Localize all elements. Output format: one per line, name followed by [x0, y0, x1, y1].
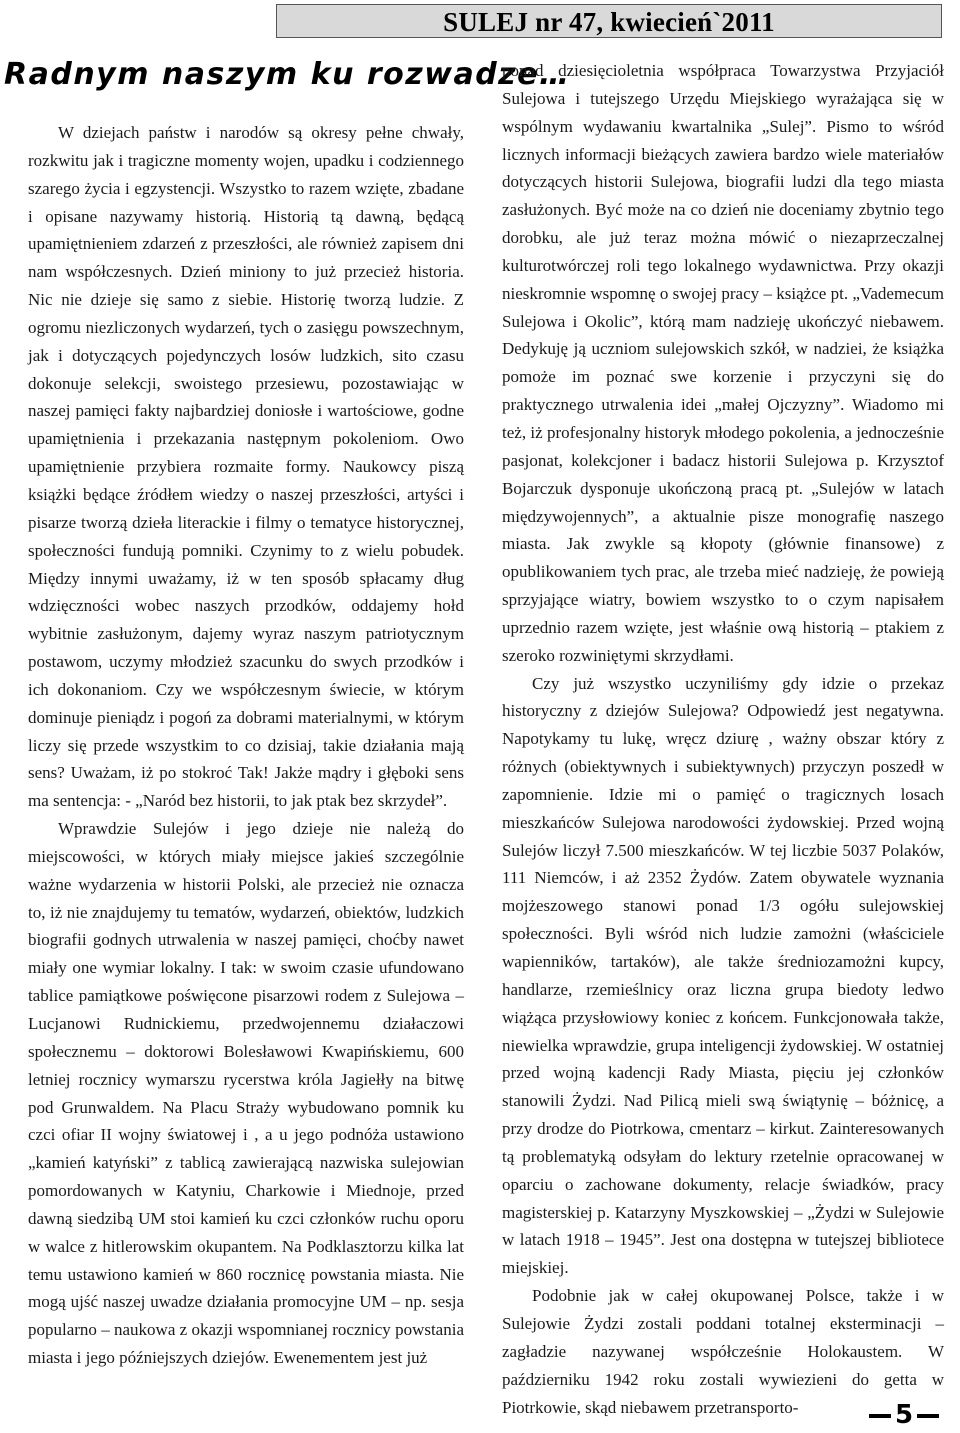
dash-decoration [917, 1414, 939, 1418]
article-heading: Radnym naszym ku rozwadze… [4, 57, 571, 92]
paragraph: ponad dziesięcioletnia współpraca Towarzystwa Przyjaciół Sulejowa i tutejszego Urzędu Miejskiego wyrażająca się w wspólnym wydawaniu kwartalnika „Sulej”. Pismo to wśród licznych informacji bieżących zawiera bardzo wiele materiałów dotyczących historii Sulejowa, biografii ludzi dla tego miasta zasłużonych. Być może na co dzień nie doceniamy zbytnio tego dorobku, ale już teraz można mówić o niezaprzeczalnej kulturotwórczej roli tego lokalnego wydawnictwa. Przy okazji nieskromnie wspomnę o swojej pracy – książce pt. „Vademecum Sulejowa i Okolic”, którą mam nadzieję ukończyć niebawem. Dedykuję ją uczniom sulejowskich szkół, w nadziei, że książka pomoże im poznać swe korzenie i przyczyni się do praktycznego utrwalenia idei „małej Ojczyzny”. Wiadomo mi też, iż profesjonalny historyk młodego pokolenia, a jednocześnie pasjonat, kolekcjoner i badacz historii Sulejowa p. Krzysztof Bojarczuk dysponuje ukończoną pracą pt. „Sulejów w latach międzywojennych”, a aktualnie pisze monografię naszego miasta. Jak zwykle są kłopoty (głównie finansowe) z opublikowaniem tych prac, ale trzeba mieć nadzieję, że powieją sprzyjające wiatry, bowiem wszystko to o czym napisałem uprzednio razem wzięte, jest właśnie ową historią – ptakiem z szeroko rozwiniętymi skrzydłami. [502, 61, 944, 665]
right-text-column [502, 57, 944, 1421]
dash-decoration [869, 1414, 891, 1418]
paragraph: Czy już wszystko uczyniliśmy gdy idzie o przekaz historyczny z dziejów Sulejowa? Odpowiedź jest negatywna. Napotykamy tu lukę, wręcz dziurę , ważny obszar który z różnych (obiektywnych i subiektywnych) przyczyn poszedł w zapomnienie. Idzie mi o pamięć o tragicznych losach mieszkańców Sulejowa narodowości żydowskiej. Przed wojną Sulejów liczył 7.500 mieszkańców. W tej liczbie 5037 Polaków, 111 Niemców, i aż 2352 Żydów. Zatem obywatele wyznania mojżeszowego stanowi ponad 1/3 ogółu sulejowskiej społeczności. Byli wśród nich ludzie zamożni (właściciele wapienników, tartaków), ale także średniozamożni kupcy, handlarze, rzemieślnicy oraz liczna grupa biedoty ledwo wiążąca przysłowiowy koniec z końcem. Funkcjonowała także, niewielka wprawdzie, grupa inteligencji żydowskiej. W ostatniej przed wojną kadencji Rady Miasta, pięciu jej członków stanowili Żydzi. Nad Pilicą mieli swą świątynię – bóżnicę, a przy drodze do Piotrkowa, cmentarz – kirkut. Zainteresowanych tą problematyką odsyłam do lektury rzetelnie opracowanej w oparciu o zachowane dokumenty, relacje świadków, pracy magisterskiej p. Katarzyny Myszkowskiej – „Żydzi w Sulejowie w latach 1918 – 1945”. Jest ona dostępna w tutejszej bibliotece miejskiej. [502, 673, 944, 1278]
paragraph: W dziejach państw i narodów są okresy pełne chwały, rozkwitu jak i tragiczne momenty wojen, upadku i codziennego szarego życia i egzystencji. Wszystko to razem wzięte, zbadane i opisane nazywamy historią. Historią tą dawną, będącą upamiętnieniem zdarzeń z przeszłości, ale również zapisem dni nam współczesnych. Dzień miniony to już przecież historia. Nic nie dzieje się samo z siebie. Historię tworzą ludzie. Z ogromu niezliczonych wydarzeń, tych o zasięgu powszechnym, jak i dotyczących pojedynczych losów ludzkich, sito czasu dokonuje selekcji, swoistego przesiewu, pozostawiając w naszej pamięci fakty najbardziej doniosłe i wartościowe, godne upamiętnienia i przekazania następnym pokoleniom. Owo upamiętnienie przybiera rozmaite formy. Naukowcy piszą książki będące źródłem wiedzy o naszej przeszłości, artyści i pisarze tworzą dzieła literackie i filmy o tematyce historycznej, społeczności fundują pomniki. Czynimy to z wielu pobudek. Między innymi uważamy, iż w ten sposób spłacamy dług wdzięczności wobec naszych przodków, oddajemy hołd wybitnie zasłużonym, dajemy wyraz naszym patriotycznym postawom, uczymy młodzież szacunku do swych przodków i ich dokonaniom. Czy we współczesnym świecie, w którym dominuje pieniądz i pogoń za dobrami materialnymi, w którym liczy się przede wszystkim to co dzisiaj, takie działania mają sens? Uważam, iż po stokroć Tak! Jakże mądry i głęboki sens ma sentencja: - „Naród bez historii, to jak ptak bez skrzydeł”. [28, 123, 464, 811]
page-number-value: 5 [894, 1400, 914, 1430]
left-text-column [28, 119, 464, 1372]
page-number [852, 1400, 956, 1430]
issue-header-title: SULEJ nr 47, kwiecień`2011 [443, 7, 775, 37]
issue-header-bar [276, 4, 942, 38]
paragraph: Podobnie jak w całej okupowanej Polsce, także i w Sulejowie Żydzi zostali poddani totalnej eksterminacji – zagładzie nazywanej współcześnie Holokaustem. W październiku 1942 roku zostali wywiezieni do getta w Piotrkowie, skąd niebawem przetransporto- [502, 1286, 944, 1417]
paragraph: Wprawdzie Sulejów i jego dzieje nie należą do miejscowości, w których miały miejsce jakieś szczególnie ważne wydarzenia w historii Polski, ale przecież nie oznacza to, iż nie znajdujemy tu tematów, wydarzeń, obiektów, ludzkich biografii godnych utrwalenia w naszej pamięci, choćby nawet miały one wymiar lokalny. I tak: w swoim czasie ufundowano tablice pamiątkowe poświęcone pisarzowi rodem z Sulejowa – Lucjanowi Rudnickiemu, przedwojennemu działaczowi społecznemu – doktorowi Bolesławowi Kwapińskiemu, 600 letniej rocznicy wymarszu rycerstwa króla Jagiełły na bitwę pod Grunwaldem. Na Placu Straży wybudowano pomnik ku czci ofiar II wojny światowej i , a u jego podnóża ustawiono „kamień katyński” z tablicą zawierającą nazwiska sulejowian pomordowanych w Katyniu, Charkowie i Miednoje, przed dawną siedzibą UM stoi kamień ku czci członków ruchu oporu w walce z hitlerowskim okupantem. Na Podklasztorzu kilka lat temu ustawiono kamień w 860 rocznicę powstania miasta. Nie mogą ujść naszej uwadze działania promocyjne UM – np. sesja popularno – naukowa z okazji wspomnianej rocznicy powstania miasta i jego późniejszych dziejów. Ewenementem jest już [28, 819, 464, 1368]
